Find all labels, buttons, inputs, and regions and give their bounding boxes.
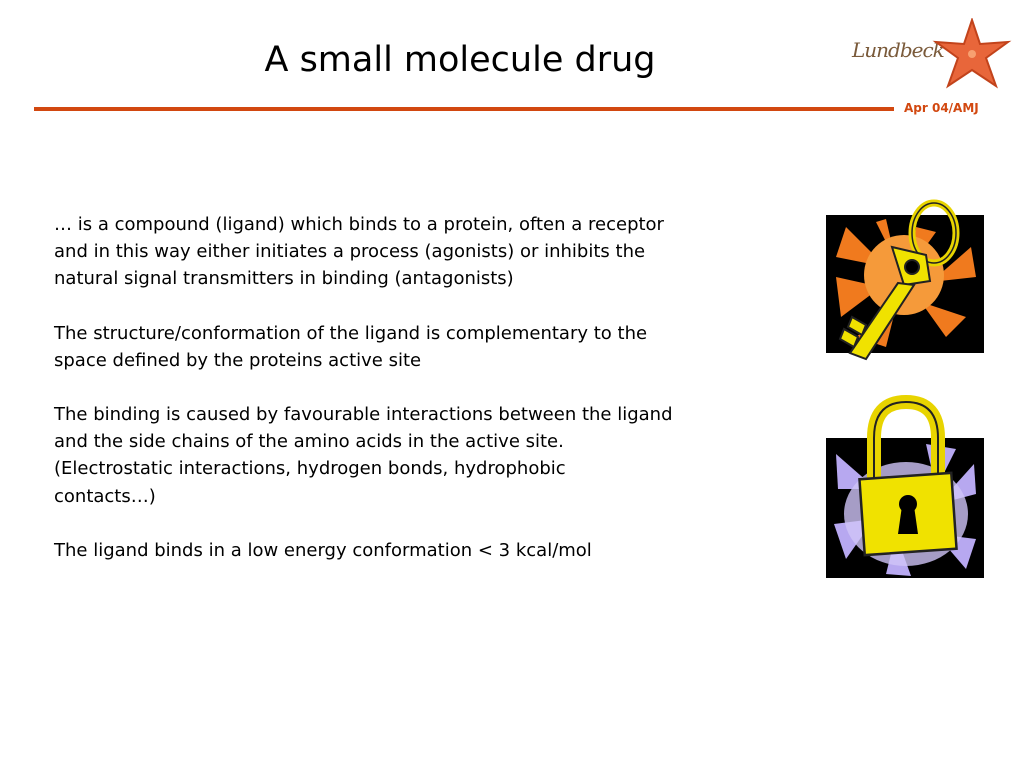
padlock-icon <box>826 394 984 578</box>
company-logo <box>848 18 1016 90</box>
title-divider <box>34 107 894 111</box>
body-paragraph: The ligand binds in a low energy conformation < 3 kcal/mol <box>54 539 592 561</box>
key-icon <box>826 197 984 365</box>
starfish-icon <box>932 18 1012 90</box>
footer-code: Apr 04/AMJ <box>904 101 979 115</box>
logo-wordmark: Lundbeck <box>852 38 944 62</box>
slide-title: A small molecule drug <box>264 40 656 80</box>
body-paragraph: The binding is caused by favourable interactions between the ligand and the side chains of the amino acids in the active site. (Electrostatic interactions, hydrogen bonds, hydrophobic contacts…) <box>54 404 673 507</box>
slide-body <box>54 211 784 591</box>
body-paragraph: The structure/conformation of the ligand is complementary to the space defined by the proteins active site <box>54 322 648 371</box>
body-paragraph: … is a compound (ligand) which binds to a protein, often a receptor and in this way either initiates a process (agonists) or inhibits the natural signal transmitters in binding (antagonists) <box>54 214 664 290</box>
